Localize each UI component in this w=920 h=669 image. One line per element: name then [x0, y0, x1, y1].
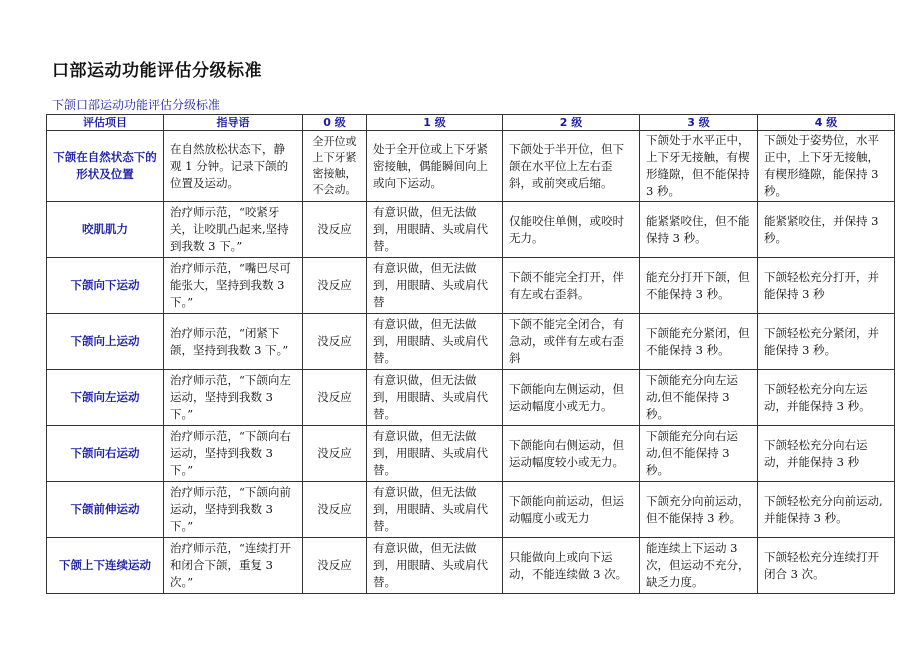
header-level-4: 4 级 — [758, 115, 895, 131]
row-guide: 治疗师示范，“嘴巴尽可能张大，坚持到我数 3 下。” — [164, 258, 303, 314]
row-level-1: 有意识做，但无法做到，用眼睛、头或肩代替。 — [367, 426, 503, 482]
row-item: 下颌前伸运动 — [47, 482, 164, 538]
row-guide: 治疗师示范，“下颌向右运动，坚持到我数 3 下。” — [164, 426, 303, 482]
row-level-2: 下颌不能完全打开，伴有左或右歪斜。 — [503, 258, 640, 314]
row-level-1: 有意识做，但无法做到，用眼睛、头或肩代替。 — [367, 314, 503, 370]
row-level-0: 没反应 — [303, 426, 367, 482]
assessment-table — [46, 114, 895, 594]
table-caption: 下颌口部运动功能评估分级标准 — [52, 98, 221, 112]
row-level-2: 下颌能向前运动，但运动幅度小或无力 — [503, 482, 640, 538]
row-level-4: 下颌轻松充分紧闭，并能保持 3 秒。 — [758, 314, 895, 370]
row-level-3: 下颌处于水平正中，上下牙无接触，有楔形缝隙，但不能保持 3 秒。 — [640, 131, 758, 202]
row-level-2: 只能做向上或向下运动，不能连续做 3 次。 — [503, 538, 640, 594]
row-item: 下颌向上运动 — [47, 314, 164, 370]
row-level-1: 处于全开位或上下牙紧密接触，偶能瞬间向上或向下运动。 — [367, 131, 503, 202]
row-level-3: 下颌能充分紧闭，但不能保持 3 秒。 — [640, 314, 758, 370]
row-level-2: 下颌不能完全闭合，有急动，或伴有左或右歪斜 — [503, 314, 640, 370]
row-level-4: 下颌轻松充分向右运动，并能保持 3 秒 — [758, 426, 895, 482]
header-item: 评估项目 — [47, 115, 164, 131]
row-level-1: 有意识做，但无法做到，用眼睛、头或肩代替。 — [367, 370, 503, 426]
row-level-2: 下颌处于半开位，但下颌在水平位上左右歪斜，或前突或后缩。 — [503, 131, 640, 202]
row-item: 下颌向左运动 — [47, 370, 164, 426]
header-level-2: 2 级 — [503, 115, 640, 131]
row-level-1: 有意识做，但无法做到，用眼睛、头或肩代替。 — [367, 538, 503, 594]
row-level-3: 能充分打开下颌，但不能保持 3 秒。 — [640, 258, 758, 314]
header-level-3: 3 级 — [640, 115, 758, 131]
row-level-3: 能紧紧咬住，但不能保持 3 秒。 — [640, 202, 758, 258]
row-level-1: 有意识做，但无法做到，用眼睛、头或肩代替。 — [367, 482, 503, 538]
table-row — [47, 202, 895, 258]
row-guide: 在自然放松状态下，静观 1 分钟。记录下颌的位置及运动。 — [164, 131, 303, 202]
row-level-1: 有意识做，但无法做到，用眼睛、头或肩代替。 — [367, 202, 503, 258]
table-row — [47, 131, 895, 202]
row-level-0: 没反应 — [303, 370, 367, 426]
row-level-2: 下颌能向右侧运动，但运动幅度较小或无力。 — [503, 426, 640, 482]
row-level-4: 下颌轻松充分向左运动，并能保持 3 秒。 — [758, 370, 895, 426]
row-item: 下颌向右运动 — [47, 426, 164, 482]
header-row — [47, 115, 895, 131]
row-level-4: 能紧紧咬住，并保持 3 秒。 — [758, 202, 895, 258]
row-level-3: 下颌能充分向左运动,但不能保持 3 秒。 — [640, 370, 758, 426]
row-level-4: 下颌轻松充分向前运动,并能保持 3 秒。 — [758, 482, 895, 538]
row-level-0: 没反应 — [303, 538, 367, 594]
table-row — [47, 370, 895, 426]
row-item: 下颌向下运动 — [47, 258, 164, 314]
row-level-3: 下颌能充分向右运动,但不能保持 3 秒。 — [640, 426, 758, 482]
row-level-2: 下颌能向左侧运动，但运动幅度小或无力。 — [503, 370, 640, 426]
row-level-0: 没反应 — [303, 202, 367, 258]
document-title: 口部运动功能评估分级标准 — [52, 61, 262, 81]
row-level-1: 有意识做，但无法做到，用眼睛、头或肩代替 — [367, 258, 503, 314]
table-row — [47, 314, 895, 370]
header-guide: 指导语 — [164, 115, 303, 131]
row-level-0: 没反应 — [303, 314, 367, 370]
table-row — [47, 258, 895, 314]
row-item: 咬肌肌力 — [47, 202, 164, 258]
row-level-4: 下颌轻松充分打开，并能保持 3 秒 — [758, 258, 895, 314]
row-level-0: 没反应 — [303, 482, 367, 538]
row-item: 下颌上下连续运动 — [47, 538, 164, 594]
row-guide: 治疗师示范，“下颌向前运动，坚持到我数 3 下。” — [164, 482, 303, 538]
row-level-4: 下颌处于姿势位，水平正中，上下牙无接触，有楔形缝隙，能保持 3 秒。 — [758, 131, 895, 202]
row-level-2: 仅能咬住单侧，或咬时无力。 — [503, 202, 640, 258]
table-row — [47, 482, 895, 538]
row-level-3: 能连续上下运动 3 次，但运动不充分，缺乏力度。 — [640, 538, 758, 594]
row-guide: 治疗师示范，“咬紧牙关，让咬肌凸起来,坚持到我数 3 下。” — [164, 202, 303, 258]
row-item: 下颌在自然状态下的形状及位置 — [47, 131, 164, 202]
row-level-0: 没反应 — [303, 258, 367, 314]
header-level-0: 0 级 — [303, 115, 367, 131]
table-row — [47, 538, 895, 594]
row-guide: 治疗师示范，“连续打开和闭合下颌，重复 3 次。” — [164, 538, 303, 594]
row-guide: 治疗师示范，“闭紧下颌，坚持到我数 3 下。” — [164, 314, 303, 370]
header-level-1: 1 级 — [367, 115, 503, 131]
row-level-4: 下颌轻松充分连续打开闭合 3 次。 — [758, 538, 895, 594]
row-guide: 治疗师示范，“下颌向左运动，坚持到我数 3 下。” — [164, 370, 303, 426]
row-level-0: 全开位或上下牙紧密接触，不会动。 — [303, 131, 367, 202]
row-level-3: 下颌充分向前运动，但不能保持 3 秒。 — [640, 482, 758, 538]
table-row — [47, 426, 895, 482]
